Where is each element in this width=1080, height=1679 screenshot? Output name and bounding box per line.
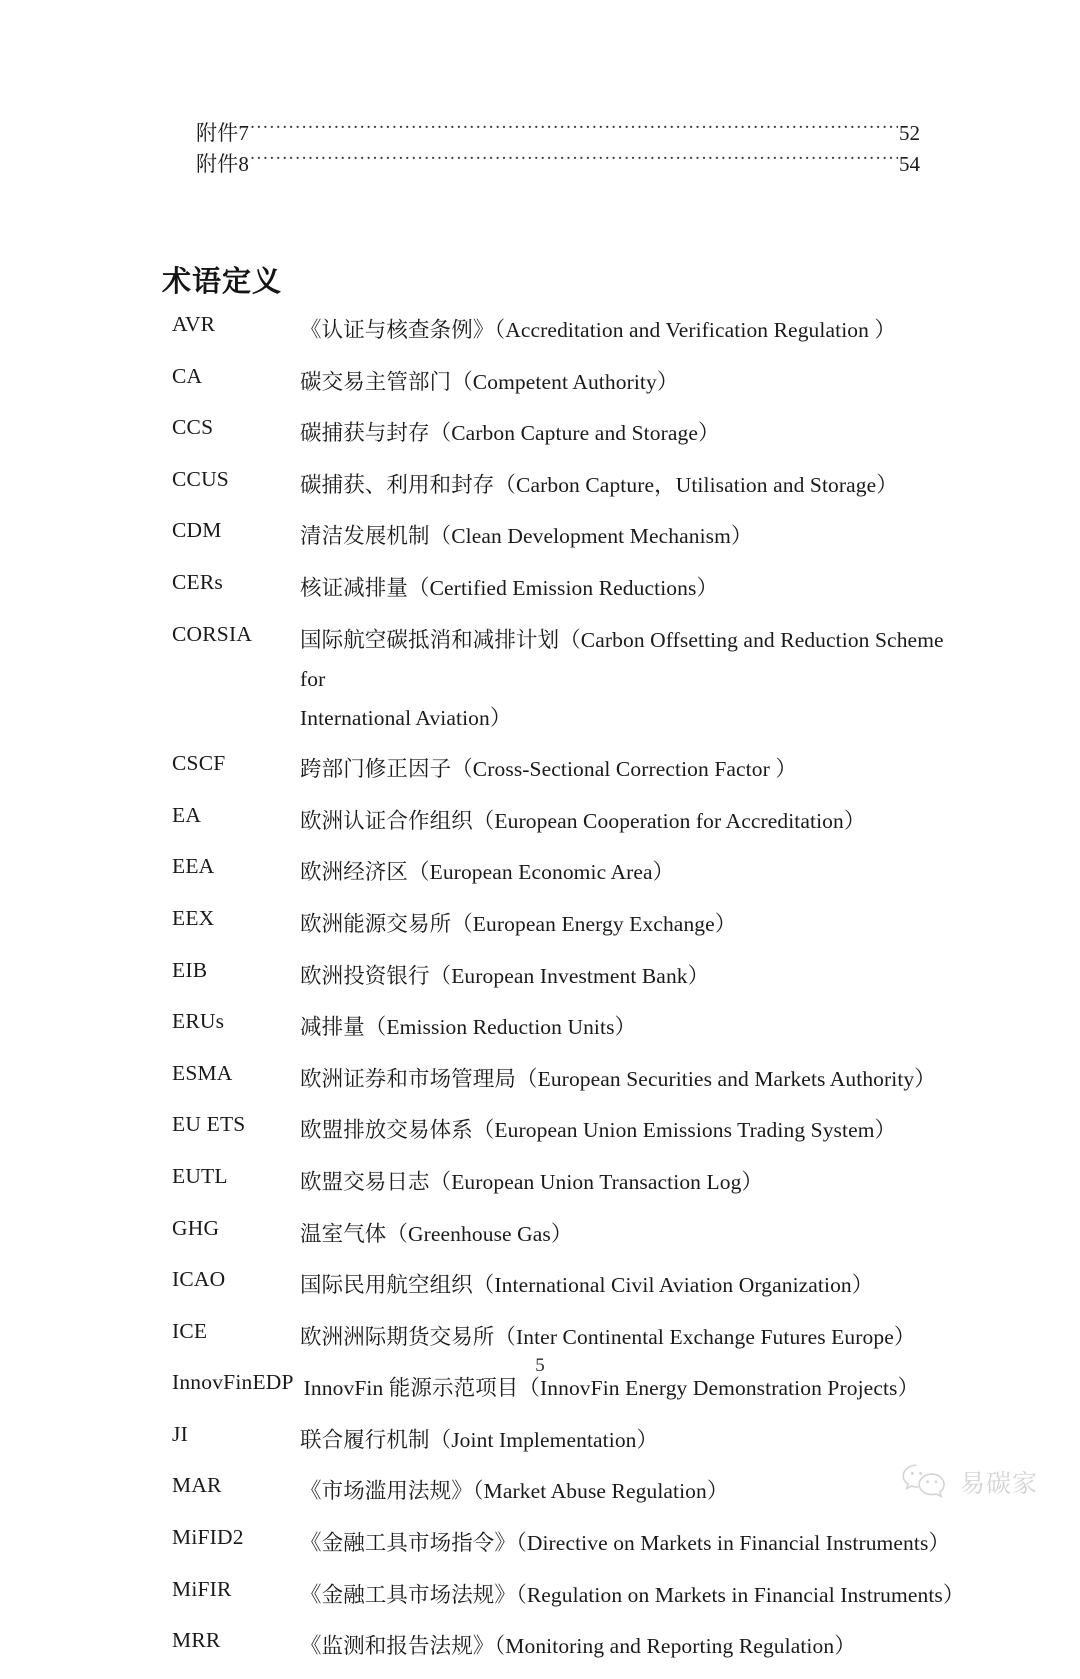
- toc-dot-leader: [250, 151, 898, 171]
- glossary-term: ERUs: [172, 1009, 225, 1034]
- glossary-row: [172, 1524, 962, 1563]
- glossary-definition: 碳捕获与封存（Carbon Capture and Storage）: [300, 421, 720, 446]
- glossary-row: [172, 621, 962, 738]
- glossary-term: MRR: [172, 1628, 221, 1653]
- toc-entry[interactable]: [196, 149, 920, 180]
- glossary-definition: 《监测和报告法规》（Monitoring and Reporting Regulation）: [300, 1634, 856, 1659]
- glossary-definition: 欧洲认证合作组织（European Cooperation for Accreditation）: [300, 808, 866, 833]
- glossary-term: CERs: [172, 569, 223, 594]
- glossary-definition: 《金融工具市场法规》（Regulation on Markets in Financial Instruments）: [300, 1582, 965, 1607]
- glossary-term: ESMA: [172, 1060, 233, 1085]
- glossary-row: [172, 957, 962, 996]
- page-title: 术语定义: [162, 266, 283, 299]
- glossary-definition: 碳交易主管部门（Competent Authority）: [300, 369, 679, 394]
- glossary-row: [172, 1008, 962, 1047]
- toc-entry-label: 附件7: [196, 121, 250, 145]
- glossary-term: CSCF: [172, 751, 226, 776]
- glossary-definition: 《认证与核查条例》（Accreditation and Verification Regulation ）: [300, 318, 897, 342]
- glossary-definition: InnovFin 能源示范项目（InnovFin Energy Demonstration Projects）: [303, 1376, 920, 1401]
- glossary-term: MiFIR: [172, 1576, 232, 1601]
- glossary-definition: 欧洲投资银行（European Investment Bank）: [300, 963, 710, 988]
- glossary-definition: 国际民用航空组织（International Civil Aviation Organization）: [300, 1273, 874, 1298]
- glossary-row: [172, 1627, 962, 1666]
- glossary-row: [172, 1215, 962, 1254]
- glossary-row: [172, 466, 962, 505]
- glossary-term: EU ETS: [172, 1112, 246, 1137]
- glossary-definition: 欧洲证券和市场管理局（European Securities and Markets Authority）: [300, 1066, 936, 1091]
- glossary-term: CDM: [172, 518, 222, 543]
- table-of-contents: [196, 118, 920, 180]
- glossary-term: JI: [172, 1421, 188, 1446]
- glossary-row: [172, 311, 962, 350]
- glossary-term: ICE: [172, 1318, 208, 1343]
- glossary-row: [172, 414, 962, 453]
- glossary-term: CA: [172, 363, 203, 388]
- watermark: [900, 1462, 1038, 1502]
- glossary-row: [172, 1060, 962, 1099]
- glossary-row: [172, 1111, 962, 1150]
- glossary-row: [172, 802, 962, 841]
- glossary-row: [172, 1266, 962, 1305]
- page-number: 5: [535, 1355, 545, 1376]
- toc-entry-page: 52: [899, 121, 920, 145]
- glossary-definition: 核证减排量（Certified Emission Reductions）: [300, 575, 719, 600]
- glossary-definition: 清洁发展机制（Clean Development Mechanism）: [300, 524, 753, 549]
- glossary-definition: 欧盟排放交易体系（European Union Emissions Trading System）: [300, 1118, 897, 1143]
- glossary-row: [172, 1163, 962, 1202]
- glossary-row: [172, 1318, 962, 1357]
- glossary-term: CORSIA: [172, 621, 253, 646]
- wechat-bubbles-icon: [900, 1462, 952, 1502]
- glossary-term: EUTL: [172, 1163, 228, 1188]
- glossary-row: [172, 1472, 962, 1511]
- glossary-definition: 温室气体（Greenhouse Gas）: [300, 1221, 573, 1246]
- glossary-term: CCS: [172, 415, 214, 440]
- glossary-definition: 碳捕获、利用和封存（Carbon Capture，Utilisation and Storage）: [300, 472, 898, 497]
- toc-entry[interactable]: [196, 118, 920, 149]
- toc-entry-page: 54: [899, 152, 920, 176]
- glossary-definition: 《金融工具市场指令》（Directive on Markets in Financial Instruments）: [300, 1531, 951, 1556]
- glossary-row: [172, 1421, 962, 1460]
- toc-dot-leader: [250, 120, 898, 140]
- glossary-term: InnovFinEDP: [172, 1370, 294, 1395]
- glossary-term: EA: [172, 802, 202, 827]
- glossary-list: [172, 311, 965, 1679]
- glossary-definition: 欧洲洲际期货交易所（Inter Continental Exchange Futures Europe）: [300, 1324, 916, 1349]
- glossary-term: EEX: [172, 905, 215, 930]
- glossary-term: MiFID2: [172, 1525, 244, 1550]
- glossary-definition: 欧洲能源交易所（European Energy Exchange）: [300, 911, 737, 936]
- glossary-term: EIB: [172, 957, 208, 982]
- glossary-term: MAR: [172, 1473, 222, 1498]
- glossary-row: [172, 750, 962, 789]
- glossary-row: [172, 853, 962, 892]
- glossary-definition: 跨部门修正因子（Cross-Sectional Correction Factor ）: [300, 757, 797, 782]
- glossary-term: ICAO: [172, 1267, 226, 1292]
- glossary-definition: 联合履行机制（Joint Implementation）: [300, 1427, 659, 1452]
- glossary-definition: 减排量（Emission Reduction Units）: [300, 1015, 637, 1040]
- glossary-term: CCUS: [172, 466, 229, 491]
- glossary-row: [172, 517, 962, 556]
- glossary-row: [172, 569, 962, 608]
- glossary-row: [172, 905, 962, 944]
- glossary-term: EEA: [172, 854, 215, 879]
- glossary-definition: 欧洲经济区（European Economic Area）: [300, 860, 675, 885]
- glossary-term: GHG: [172, 1215, 220, 1240]
- glossary-row: [172, 1576, 965, 1615]
- glossary-definition: [300, 621, 962, 738]
- glossary-definition-line2: International Aviation）: [300, 705, 512, 730]
- glossary-definition: 《市场滥用法规》（Market Abuse Regulation）: [300, 1479, 729, 1504]
- glossary-definition-line1: 国际航空碳抵消和减排计划（Carbon Offsetting and Reduction Scheme for: [300, 627, 944, 691]
- watermark-label: 易碳家: [960, 1469, 1039, 1498]
- glossary-term: AVR: [172, 312, 216, 336]
- glossary-definition: 欧盟交易日志（European Union Transaction Log）: [300, 1169, 764, 1194]
- toc-entry-label: 附件8: [196, 152, 250, 176]
- glossary-row: [172, 363, 962, 402]
